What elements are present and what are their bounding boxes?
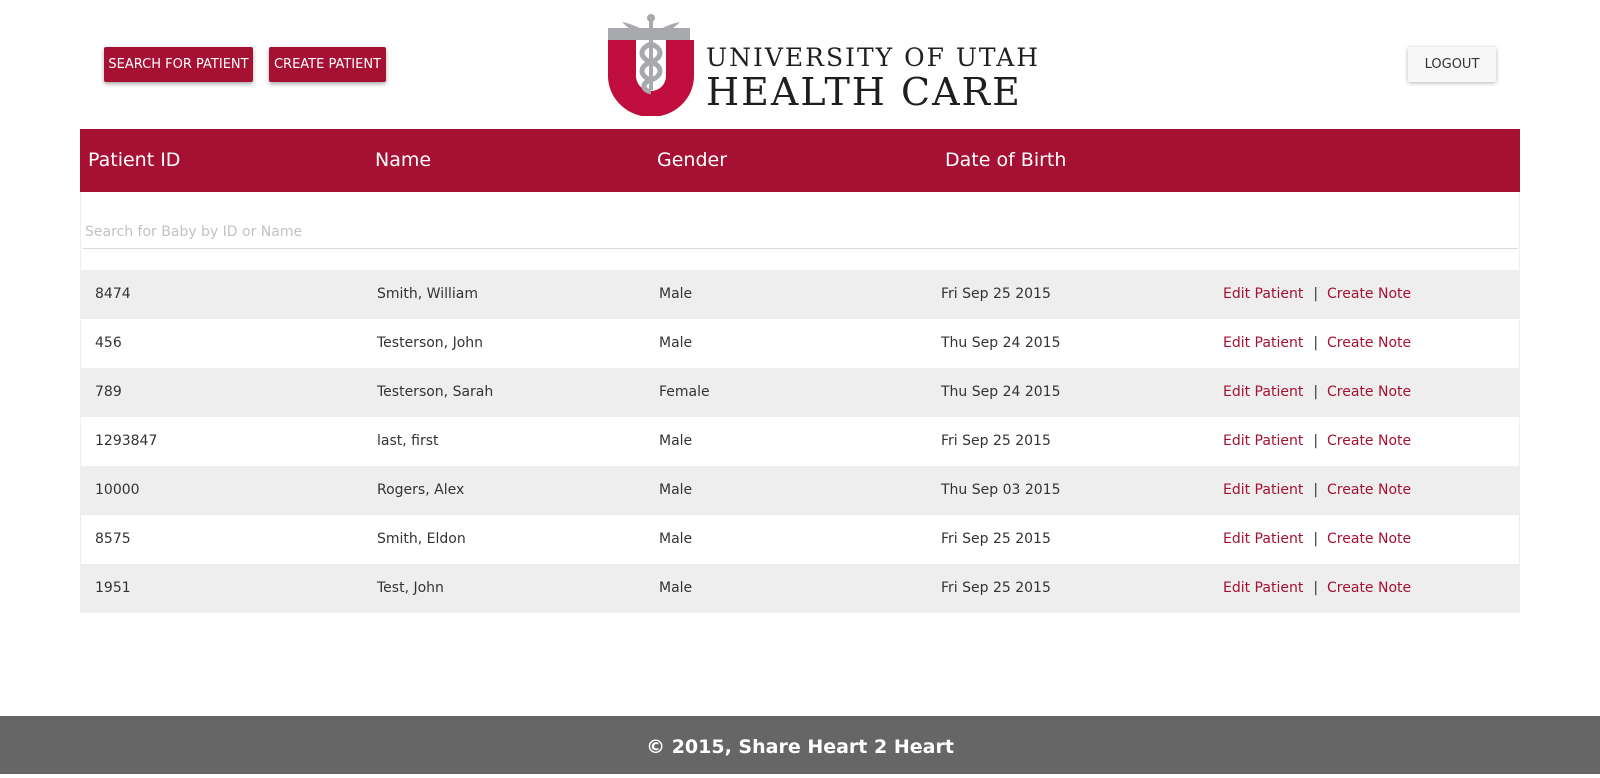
logo-line-university: UNIVERSITY OF UTAH xyxy=(706,43,1041,72)
edit-patient-link[interactable]: Edit Patient xyxy=(1223,286,1304,302)
create-note-link[interactable]: Create Note xyxy=(1327,335,1412,351)
column-header-date-of-birth: Date of Birth xyxy=(945,149,1067,171)
column-header-name: Name xyxy=(375,149,432,171)
caduceus-u-icon xyxy=(606,14,696,116)
cell-date-of-birth: Thu Sep 24 2015 xyxy=(941,384,1061,400)
cell-actions xyxy=(1223,270,1411,319)
edit-patient-link[interactable]: Edit Patient xyxy=(1223,580,1304,596)
cell-name: Smith, Eldon xyxy=(377,531,466,547)
patient-search-input[interactable] xyxy=(83,211,1518,249)
cell-gender: Female xyxy=(659,384,710,400)
create-note-link[interactable]: Create Note xyxy=(1327,580,1412,596)
cell-patient-id: 1951 xyxy=(95,580,131,596)
cell-actions xyxy=(1223,319,1411,368)
create-note-link[interactable]: Create Note xyxy=(1327,286,1412,302)
table-body xyxy=(80,270,1520,613)
cell-patient-id: 456 xyxy=(95,335,122,351)
cell-actions xyxy=(1223,368,1411,417)
table-row xyxy=(80,515,1520,564)
table-row xyxy=(80,466,1520,515)
action-separator: | xyxy=(1313,433,1319,449)
column-header-patient-id: Patient ID xyxy=(88,149,181,171)
cell-name: Rogers, Alex xyxy=(377,482,465,498)
cell-patient-id: 8575 xyxy=(95,531,131,547)
column-header-gender: Gender xyxy=(657,149,728,171)
logout-button[interactable]: LOGOUT xyxy=(1408,47,1496,82)
cell-actions xyxy=(1223,417,1411,466)
edit-patient-link[interactable]: Edit Patient xyxy=(1223,384,1304,400)
cell-gender: Male xyxy=(659,531,693,547)
footer-copyright: © 2015, Share Heart 2 Heart xyxy=(646,736,954,758)
footer xyxy=(0,716,1600,774)
logo-line-health-care: HEALTH CARE xyxy=(706,70,1022,114)
cell-date-of-birth: Fri Sep 25 2015 xyxy=(941,433,1051,449)
table-header xyxy=(80,129,1520,192)
table-row xyxy=(80,368,1520,417)
edit-patient-link[interactable]: Edit Patient xyxy=(1223,335,1304,351)
create-note-link[interactable]: Create Note xyxy=(1327,433,1412,449)
cell-date-of-birth: Thu Sep 03 2015 xyxy=(941,482,1061,498)
edit-patient-link[interactable]: Edit Patient xyxy=(1223,531,1304,547)
cell-gender: Male xyxy=(659,286,693,302)
cell-actions xyxy=(1223,515,1411,564)
cell-patient-id: 10000 xyxy=(95,482,140,498)
cell-patient-id: 789 xyxy=(95,384,122,400)
cell-date-of-birth: Fri Sep 25 2015 xyxy=(941,286,1051,302)
create-patient-button[interactable]: CREATE PATIENT xyxy=(269,47,386,82)
edit-patient-link[interactable]: Edit Patient xyxy=(1223,433,1304,449)
cell-gender: Male xyxy=(659,580,693,596)
cell-date-of-birth: Fri Sep 25 2015 xyxy=(941,531,1051,547)
action-separator: | xyxy=(1313,384,1319,400)
table-row xyxy=(80,270,1520,319)
cell-patient-id: 8474 xyxy=(95,286,131,302)
cell-actions xyxy=(1223,564,1411,613)
cell-name: last, first xyxy=(377,433,439,449)
cell-gender: Male xyxy=(659,335,693,351)
table-row xyxy=(80,564,1520,613)
table-row xyxy=(80,319,1520,368)
logo-wordmark xyxy=(706,44,1040,112)
action-separator: | xyxy=(1313,286,1319,302)
cell-actions xyxy=(1223,466,1411,515)
search-for-patient-button[interactable]: SEARCH FOR PATIENT xyxy=(104,47,253,82)
cell-patient-id: 1293847 xyxy=(95,433,158,449)
action-separator: | xyxy=(1313,482,1319,498)
action-separator: | xyxy=(1313,335,1319,351)
create-note-link[interactable]: Create Note xyxy=(1327,531,1412,547)
create-note-link[interactable]: Create Note xyxy=(1327,384,1412,400)
cell-gender: Male xyxy=(659,433,693,449)
cell-date-of-birth: Fri Sep 25 2015 xyxy=(941,580,1051,596)
table-row xyxy=(80,417,1520,466)
patient-table xyxy=(80,129,1520,613)
search-row xyxy=(80,192,1520,270)
create-note-link[interactable]: Create Note xyxy=(1327,482,1412,498)
edit-patient-link[interactable]: Edit Patient xyxy=(1223,482,1304,498)
action-separator: | xyxy=(1313,580,1319,596)
cell-name: Test, John xyxy=(377,580,444,596)
cell-name: Testerson, John xyxy=(377,335,484,351)
cell-name: Testerson, Sarah xyxy=(377,384,494,400)
university-logo xyxy=(606,14,1041,116)
action-separator: | xyxy=(1313,531,1319,547)
cell-name: Smith, William xyxy=(377,286,478,302)
cell-gender: Male xyxy=(659,482,693,498)
cell-date-of-birth: Thu Sep 24 2015 xyxy=(941,335,1061,351)
